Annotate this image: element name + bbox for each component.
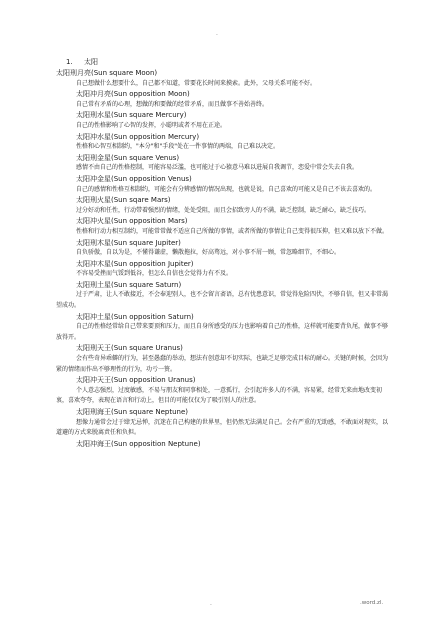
entry-description: 想像力通常会过于肆无忌惮，沉迷在自己构建的世界里，但仍然无法满足自己。会有严重的无助感，不敢面对现实，以道避的方式来脱离责任和负担。 xyxy=(56,418,389,437)
entry-title: 太阳刑金星(Sun square Venus) xyxy=(76,153,180,162)
entry-list xyxy=(56,68,391,449)
entry-title: 太阳冲水星(Sun opposition Mercury) xyxy=(76,132,200,141)
entry-description: 会有些奇异乖僻的行为，甚至愚蠢的举动，想法有创意却不切实际，也缺乏足够完成目标的耐心。关键的时候，会因为紧的情绪而作出不够理性的行为，功亏一篑。 xyxy=(56,355,389,373)
entry-description: 自负骄傲，自以为是，不懂得谦虚，懒散拖拉，好高骛远，对小事不屑一顾，常忽略细节，不细心。 xyxy=(76,249,341,257)
entry-title: 太阳冲木星(Sun opposition Jupiter) xyxy=(76,259,194,268)
entry-title: 太阳刑土星(Sun square Saturn) xyxy=(76,280,182,289)
entry-title: 太阳刑火星(Sun sqare Mars) xyxy=(76,196,171,205)
entry-title: 太阳冲火星(Sun opposition Mars) xyxy=(76,217,188,226)
footer-label: .word.zl. xyxy=(360,600,384,606)
entry-title: 太阳冲土星(Sun opposition Saturn) xyxy=(76,312,194,321)
section-heading xyxy=(66,56,391,68)
footer-dot: . xyxy=(210,600,212,607)
entry-title: 太阳刑水星(Sun square Mercury) xyxy=(76,111,187,120)
section-title: 太阳 xyxy=(84,58,98,66)
entry-description: 自己的性格经常给自己带来要顶和压力，而且自身所感受的压力也影响着自己的性格，这样就可能要背负尾，做事不够放得开。 xyxy=(56,323,389,341)
entry-description: 过于严肃，让人不敢接近，不会奉迎别人，也不会留言斋语，总有忧患意识，常觉得危险四伏，不够自信，但又非常渴望成功。 xyxy=(56,291,389,310)
entry-title: 太阳刑天王(Sun square Uranus) xyxy=(76,344,183,353)
entry-description: 个人意志强烈，过度敏感，不易与朋友和同事相处，一意孤行，会引起许多人的不满，容易紧，经常无来由地改变初衷，喜欢夸夸，表现在语言和行动上，但目的可能仅仅为了吸引别人的注意。 xyxy=(56,386,383,405)
entry-description: 自己想做什么想要什么，自己都不知道，常要花长时间来摸索。此外，父母关系可能不好。 xyxy=(76,79,317,87)
entry-description: 自己的性格影响了心智的发挥，小聪明或者不用在正途。 xyxy=(76,121,227,129)
entry-title: 太阳冲天王(Sun opposition Uranus) xyxy=(76,376,196,385)
entry-description: 感情不由自己的性格控制，可能容易泛滥，也可能过于心猿意马难以进展自我调节，恋爱中常会失去自我。 xyxy=(76,164,359,172)
entry-title: 太阳冲海王(Sun opposition Neptune) xyxy=(76,439,201,448)
entry-title: 太阳冲月亮(Sun opposition Moon) xyxy=(76,90,190,99)
entry-description: 过分好动和任性，行动带着强烈的情绪，处处受阻，而且会招致旁人的不满，缺乏控制，缺乏耐心，缺乏技巧。 xyxy=(76,206,371,214)
entry-description: 性格和心智互相制约，"本分"和"手段"处在一件事情的两端，自己难以决定。 xyxy=(76,143,280,151)
page-top-dot: . xyxy=(216,30,218,37)
section-number: 1. xyxy=(66,58,73,66)
entry-description: 自己常有矛盾的心理，想做的和要做的经常矛盾，而且做事不善始善终。 xyxy=(76,100,269,108)
document-body xyxy=(56,56,391,449)
entry-title: 太阳刑月亮(Sun square Moon) xyxy=(56,69,158,77)
entry-title: 太阳刑海王(Sun square Neptune) xyxy=(76,408,188,416)
entry-title: 太阳刑木星(Sun square Jupiter) xyxy=(76,238,181,247)
entry-description: 自己的感情和性格互相制约，可能会有分辨感情的情况出现，也就是说，自己喜欢的可能又是自己不该去喜欢的。 xyxy=(76,185,377,193)
entry-description: 性格和行动力相互制约，可能常常做不适应自己所做的事情，或者所做的事情让自己变得很压抑，但又难以放下不做。 xyxy=(76,227,389,235)
entry-title: 太阳冲金星(Sun opposition Venus) xyxy=(76,174,192,183)
entry-description: 不容易受挫而气馁到低谷，但怎么自信也会觉得力有不及。 xyxy=(76,270,233,278)
